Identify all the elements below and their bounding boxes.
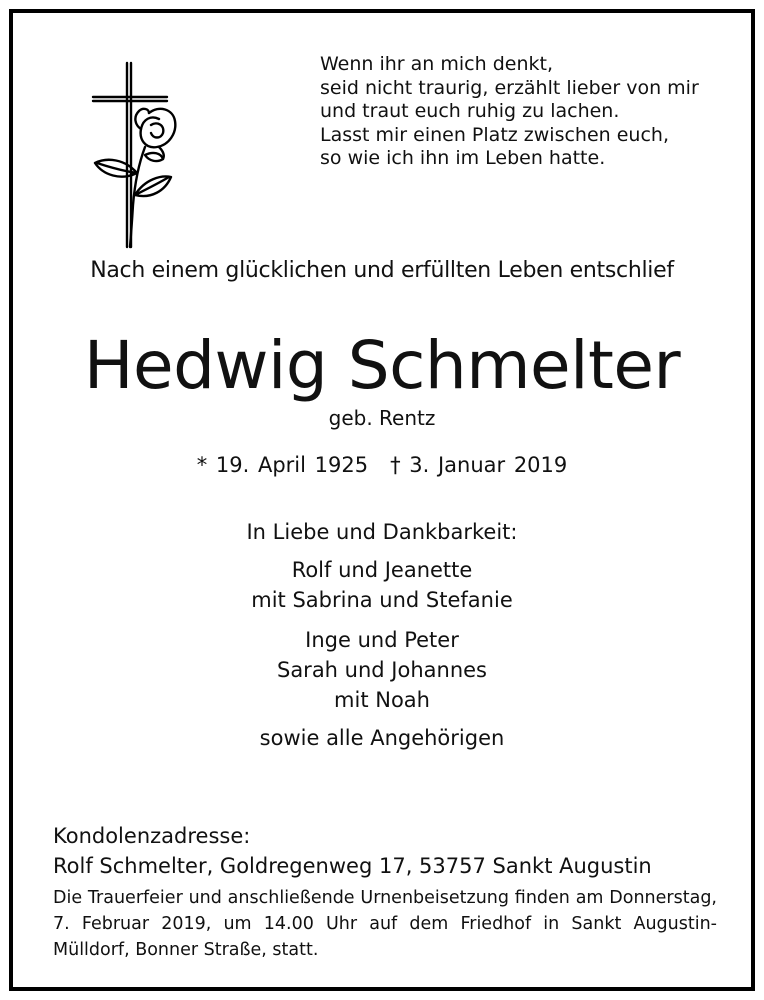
mourner-line: mit Noah <box>334 688 430 712</box>
mourners-group <box>13 625 751 715</box>
life-dates <box>13 453 751 477</box>
mourner-line: Inge und Peter <box>305 628 459 652</box>
maiden-name: geb. Rentz <box>328 406 436 430</box>
deceased-name: Hedwig Schmelter <box>83 327 681 404</box>
condolence-address-text: Rolf Schmelter, Goldregenweg 17, 53757 Sankt Augustin <box>53 854 652 878</box>
mourners-group <box>13 555 751 615</box>
obituary-notice <box>9 9 755 991</box>
mourners-closing: sowie alle Angehörigen <box>259 726 505 750</box>
death-date: † 3. Januar 2019 <box>390 453 568 477</box>
poem-line: so wie ich ihn im Leben hatte. <box>320 147 606 169</box>
poem <box>320 53 699 171</box>
poem-line: und traut euch ruhig zu lachen. <box>320 100 620 122</box>
condolence-label: Kondolenzadresse: <box>53 824 251 848</box>
poem-line: Lasst mir einen Platz zwischen euch, <box>320 123 669 146</box>
cross-with-rose-icon <box>79 55 189 251</box>
condolence-address <box>53 821 652 881</box>
poem-line: seid nicht traurig, erzählt lieber von mir <box>320 76 699 99</box>
mourner-line: Sarah und Johannes <box>276 658 487 682</box>
mourner-line: Rolf und Jeanette <box>291 558 473 582</box>
mourners-heading: In Liebe und Dankbarkeit: <box>246 520 518 544</box>
mourner-line: mit Sabrina und Stefanie <box>251 588 513 612</box>
intro-text: Nach einem glücklichen und erfüllten Leben entschlief <box>90 258 674 283</box>
ceremony-details: Die Trauerfeier und anschließende Urnenbeisetzung finden am Donnerstag, 7. Februar 2019, um 14.00 Uhr auf dem Friedhof in Sankt Augustin-Mülldorf, Bonner Straße, statt. <box>53 888 717 960</box>
birth-date: * 19. April 1925 <box>196 453 369 477</box>
poem-line: Wenn ihr an mich denkt, <box>320 53 553 75</box>
